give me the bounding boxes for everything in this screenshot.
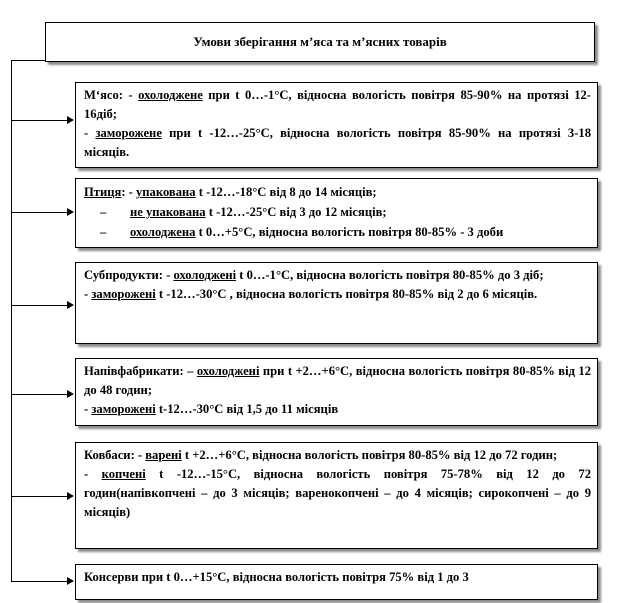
sausage-line-2	[84, 465, 591, 522]
semi-line-2	[84, 400, 591, 419]
arrow-offal	[67, 301, 74, 309]
meat-line-1	[84, 86, 591, 124]
canned-line-1	[84, 568, 591, 587]
semi-l2-pre: -	[84, 402, 92, 416]
poultry-chilled: охолоджена	[130, 225, 196, 239]
arrow-semi	[67, 390, 74, 398]
poultry-name: Птиця	[84, 185, 122, 199]
connector-stub	[11, 60, 45, 61]
meat-frozen-desc: при t -12…-25°С, відносна вологість повітря 85-90% на протязі 3-18 місяців.	[84, 126, 591, 159]
meat-chilled: охолоджене	[138, 88, 203, 102]
semi-name: Напівфабрикати	[84, 364, 180, 378]
sausage-line-1	[84, 446, 591, 465]
category-meat	[75, 82, 598, 168]
sausage-boiled-desc: t +2…+6°С, відносна вологість повітря 80-85% від 12 до 72 годин;	[181, 448, 558, 462]
arrow-poultry	[67, 208, 74, 216]
offal-frozen: заморожені	[91, 287, 156, 301]
connector-branch-sausage	[11, 496, 68, 497]
offal-line-1	[84, 266, 591, 285]
semi-line-1	[84, 362, 591, 400]
poultry-unpacked: не упакована	[130, 205, 206, 219]
semi-chilled: охолоджені	[196, 364, 260, 378]
poultry-l2-dash: –	[100, 205, 107, 219]
arrow-sausage	[67, 492, 74, 500]
connector-branch-meat	[11, 120, 68, 121]
semi-frozen-desc: t-12…-30°С від 1,5 до 11 місяців	[155, 402, 339, 416]
arrow-meat	[67, 116, 74, 124]
meat-l2-pre: -	[84, 126, 96, 140]
category-offal	[75, 262, 598, 344]
semi-frozen: заморожені	[91, 402, 156, 416]
category-poultry	[75, 178, 598, 248]
category-canned	[75, 564, 598, 600]
poultry-l3-dash: –	[100, 225, 107, 239]
poultry-line-3	[84, 222, 591, 242]
semi-l1-pre: : –	[179, 364, 197, 378]
canned-desc: при t 0…+15°С, відносна вологість повітря 75% від 1 до 3	[138, 570, 469, 584]
offal-chilled-desc: t 0…-1°С, відносна вологість повітря 80-85% до 3 діб;	[236, 268, 544, 282]
sausage-l1-pre: : -	[130, 448, 146, 462]
meat-name: М‘ясо	[84, 88, 119, 102]
category-semi-finished	[75, 358, 598, 426]
sausage-l2-pre: -	[84, 467, 102, 481]
sausage-smoked: копчені	[101, 467, 146, 481]
semi-chilled-desc: при t +2…+6°С, відносна вологість повітря 80-85% від 12 до 48 годин;	[84, 364, 592, 397]
sausage-smoked-desc: t -12…-15°С, відносна вологість повітря 75-78% від 12 до 72 годин(напівкопчені – до 3 місяців; варенокопчені – до 4 місяців; сирокопчені – до 9 місяців)	[84, 467, 591, 519]
poultry-packed-desc: t -12…-18°С від 8 до 14 місяців;	[195, 185, 377, 199]
connector-branch-offal	[11, 305, 68, 306]
poultry-l1-pre: : -	[121, 185, 136, 199]
connector-trunk	[11, 60, 12, 582]
arrow-canned	[67, 577, 74, 585]
diagram-title	[45, 22, 595, 62]
offal-chilled: охолоджені	[173, 268, 237, 282]
canned-name: Консерви	[84, 570, 139, 584]
poultry-chilled-desc: t 0…+5°С, відносна вологість повітря 80-85% - 3 доби	[195, 225, 504, 239]
diagram-title-text: Умови зберігання м’яса та м’ясних товарів	[193, 34, 447, 49]
poultry-unpacked-desc: t -12…-25°С від 3 до 12 місяців;	[205, 205, 387, 219]
meat-l1-pre: : -	[118, 88, 139, 102]
poultry-line-1	[84, 182, 591, 202]
offal-frozen-desc: t -12…-30°С , відносна вологість повітря 80-85% від 2 до 6 місяців.	[155, 287, 538, 301]
poultry-packed: упакована	[136, 185, 196, 199]
meat-frozen: заморожене	[95, 126, 162, 140]
sausage-name: Ковбаси	[84, 448, 131, 462]
meat-line-2	[84, 124, 591, 162]
offal-line-2	[84, 285, 591, 304]
connector-branch-semi	[11, 394, 68, 395]
sausage-boiled: варені	[145, 448, 182, 462]
meat-chilled-desc: при t 0…-1°С, відносна вологість повітря 85-90% на протязі 12-16діб;	[84, 88, 591, 121]
connector-branch-canned	[11, 581, 68, 582]
poultry-line-2	[84, 202, 591, 222]
offal-name: Субпродукти	[84, 268, 159, 282]
category-sausages	[75, 442, 598, 549]
connector-branch-poultry	[11, 212, 68, 213]
offal-l2-pre: -	[84, 287, 92, 301]
offal-l1-pre: : -	[158, 268, 174, 282]
